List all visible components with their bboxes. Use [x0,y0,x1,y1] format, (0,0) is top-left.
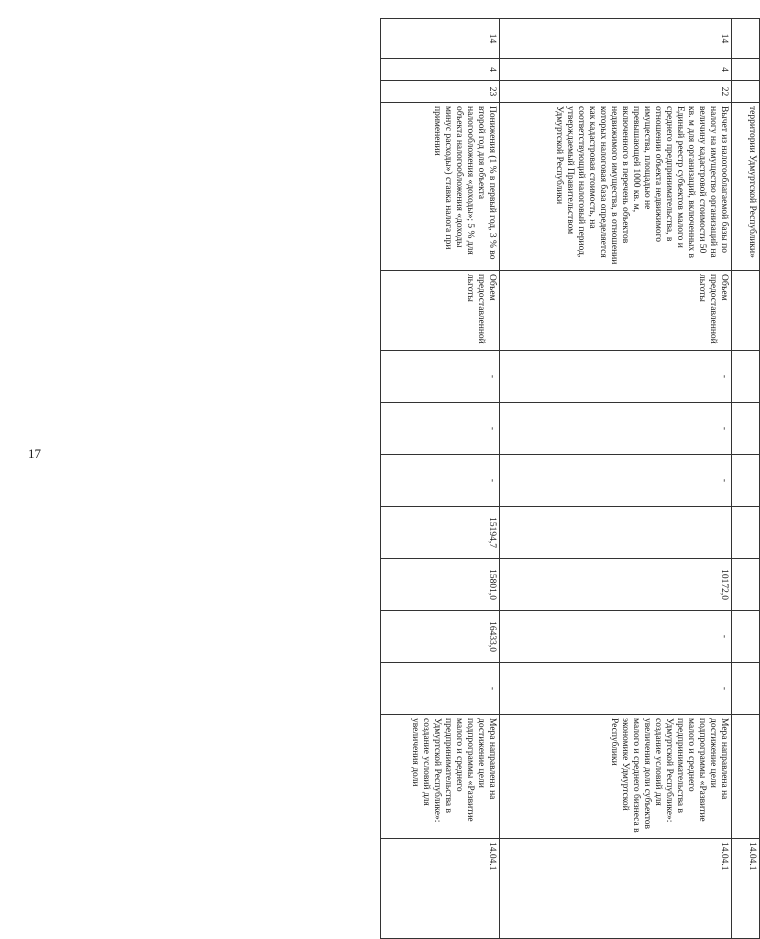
cell-empty [732,81,760,103]
cell-empty [732,455,760,507]
cell-value: 15801,0 [381,559,500,611]
cell-program: 14 [381,19,500,59]
table-row [381,19,500,939]
cell-value: - [500,351,732,403]
cell-empty [732,611,760,663]
cell-subprogram: 4 [381,59,500,81]
cell-value: - [381,403,500,455]
cell-empty [732,715,760,839]
cell-value: - [381,663,500,715]
cell-empty [732,59,760,81]
cell-indicator: Объем предоставленной льготы [381,271,500,351]
cell-value [500,507,732,559]
cell-number: 23 [381,81,500,103]
cell-number: 22 [500,81,732,103]
cell-empty [732,507,760,559]
cell-value: 10172,0 [500,559,732,611]
table-row [500,19,732,939]
cell-value: - [500,611,732,663]
cell-indicator: Объем предоставленной льготы [500,271,732,351]
tax-benefit-table [380,18,760,939]
cell-value: - [500,455,732,507]
cell-justification: Мера направлена на достижение цели подпрограммы «Развитие малого и среднего предпринимательства в Удмуртской Республике»: создание условий для увеличения доли субъектов малого и среднего бизнеса в экономике Удмуртской Республики [500,715,732,839]
cell-program: 14 [500,19,732,59]
cell-value: - [381,351,500,403]
cell-continuation-text: территории Удмуртской Республики» [732,103,760,271]
cell-code: 14.04.1 [500,839,732,939]
cell-value: 15194,7 [381,507,500,559]
cell-value: - [381,455,500,507]
cell-empty [732,351,760,403]
rotated-table-wrapper [380,18,760,888]
cell-value: 16433,0 [381,611,500,663]
cell-subprogram: 4 [500,59,732,81]
cell-empty [732,559,760,611]
cell-empty [732,19,760,59]
cell-justification: Мера направлена на достижение цели подпрограммы «Развитие малого и среднего предпринимательства в Удмуртской Республике»: создание условий для увеличения доли [381,715,500,839]
table-row-header-continuation [732,19,760,939]
cell-empty [732,663,760,715]
cell-code: 14.04.1 [732,839,760,939]
cell-empty [732,271,760,351]
cell-measure-description: Понижения (1 % в первый год, 3 % во второй год для объекта налогообложения «доходы»; 5 % для объекта налогообложения «доходы минус расходы») ставка налога при применении [381,103,500,271]
cell-empty [732,403,760,455]
cell-value: - [500,663,732,715]
page-number: 17 [28,446,41,461]
cell-code: 14.04.1 [381,839,500,939]
cell-measure-description: Вычет из налогооблагаемой базы по налогу на имущество организаций на величину кадастровой стоимости 50 кв. м для организаций, включенных в Единый реестр субъектов малого и среднего предпринимательства, в отношении объекта недвижимого имущества, площадью не превышающей 1000 кв. м, включенного в перечень объектов недвижимого имущества, в отношении которых налоговая база определяется как кадастровая стоимость, на соответствующий налоговый период, утверждаемый Правительством Удмуртской Республики [500,103,732,271]
cell-value: - [500,403,732,455]
